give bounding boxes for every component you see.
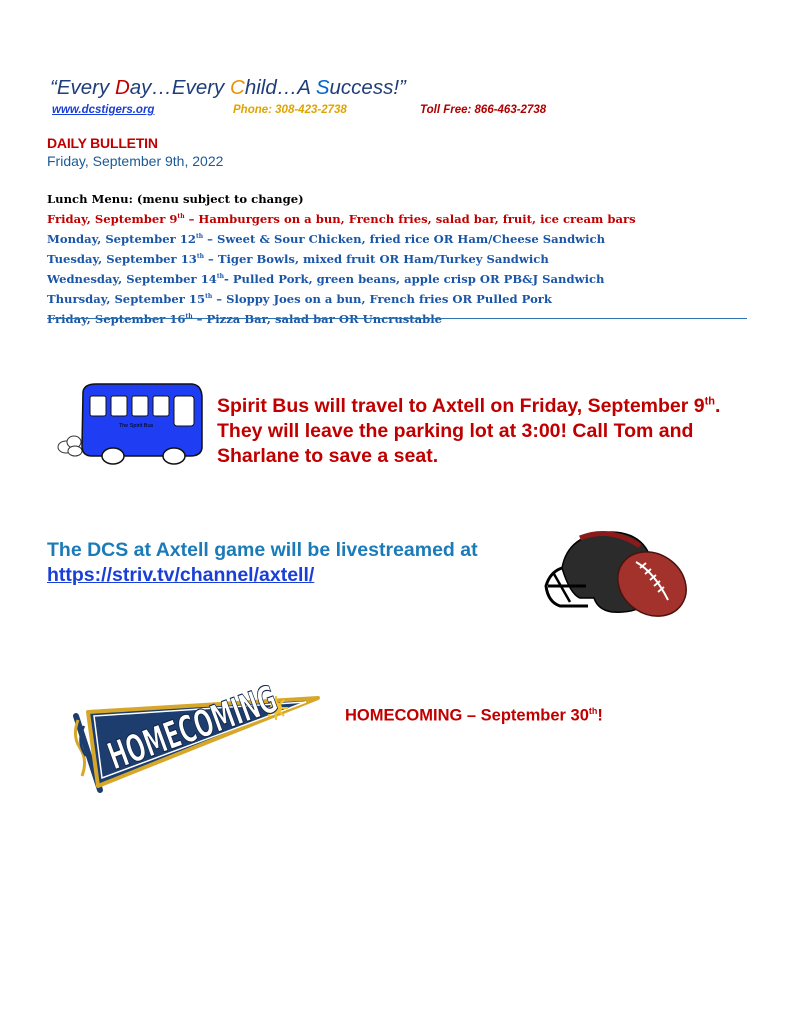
livestream-link[interactable]: https://striv.tv/channel/axtell/ [47, 564, 315, 586]
website-link[interactable]: www.dcstigers.org [52, 104, 155, 116]
livestream-text: The DCS at Axtell game will be livestreamed at [47, 539, 478, 561]
spirit-bus-announcement: Spirit Bus will travel to Axtell on Friday, September 9th. They will leave the parking lot at 3:00! Call Tom and Sharlane to save a seat. [217, 395, 721, 467]
homecoming-pennant [70, 676, 322, 798]
svg-text:The Spirit Bus: The Spirit Bus [118, 423, 154, 429]
phone-number: Phone: 308-423-2738 [233, 104, 347, 116]
bulletin-title: DAILY BULLETIN [47, 135, 158, 151]
lunch-item: Monday, September 12th – Sweet & Sour Chicken, fried rice OR Ham/Cheese Sandwich [47, 231, 606, 246]
toll-free-number: Toll Free: 866-463-2738 [420, 104, 547, 116]
lunch-item: Wednesday, September 14th- Pulled Pork, green beans, apple crisp OR PB&J Sandwich [47, 271, 605, 286]
motto: “Every Day…Every Child…A Success!” [50, 76, 406, 99]
lunch-item: Friday, September 9th – Hamburgers on a bun, French fries, salad bar, fruit, ice cream bars [47, 211, 636, 226]
homecoming-announcement: HOMECOMING – September 30th! [345, 706, 603, 725]
svg-text:HOMECOMING: HOMECOMING [102, 677, 284, 780]
divider [47, 318, 747, 319]
lunch-menu-heading: Lunch Menu: (menu subject to change) [47, 192, 304, 206]
livestream-announcement [47, 538, 478, 588]
exhaust-cloud-icon [58, 436, 82, 456]
spirit-bus-illustration [50, 378, 210, 468]
football-helmet-icon [540, 528, 690, 620]
lunch-menu [47, 191, 636, 328]
bulletin-date: Friday, September 9th, 2022 [47, 153, 224, 169]
lunch-item: Tuesday, September 13th – Tiger Bowls, mixed fruit OR Ham/Turkey Sandwich [47, 251, 549, 266]
lunch-item: Thursday, September 15th – Sloppy Joes on a bun, French fries OR Pulled Pork [47, 291, 552, 306]
lunch-item: Friday, September 16th – Pizza Bar, salad bar OR Uncrustable [47, 311, 443, 326]
